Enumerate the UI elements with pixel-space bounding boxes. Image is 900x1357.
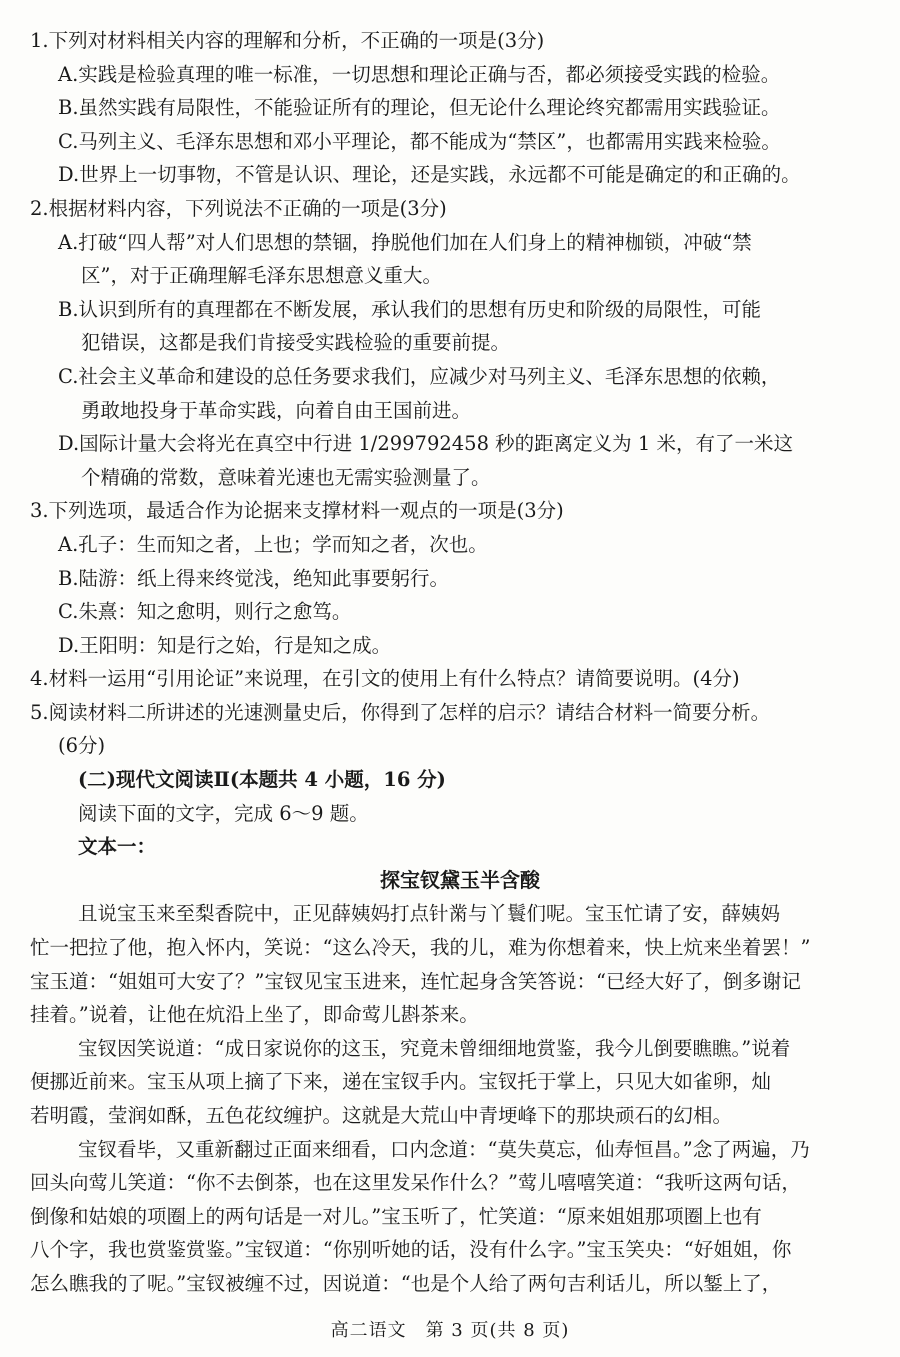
question-1-option-a: A.实践是检验真理的唯一标准，一切思想和理论正确与否，都必须接受实践的检验。 [58, 62, 781, 86]
question-3-option-c: C.朱熹：知之愈明，则行之愈笃。 [58, 600, 352, 624]
page-content [30, 24, 870, 1301]
passage-line: 倒像和姑娘的项圈上的两句话是一对儿。”宝玉听了，忙笑道：“原来姐姐那项圈上也有 [30, 1204, 762, 1228]
passage-line: 回头向莺儿笑道：“你不去倒茶，也在这里发呆作什么？”莺儿嘻嘻笑道：“我听这两句话， [30, 1171, 801, 1195]
question-2-stem: 2.根据材料内容，下列说法不正确的一项是(3分) [30, 196, 447, 220]
passage-line: 忙一把拉了他，抱入怀内，笑说：“这么冷天，我的儿，难为你想着来，快上炕来坐着罢！” [30, 936, 811, 960]
question-2-option-a: A.打破“四人帮”对人们思想的禁锢，挣脱他们加在人们身上的精神枷锁，冲破“禁 [58, 230, 752, 254]
passage-line: 挂着。”说着，让他在炕沿上坐了，即命莺儿斟茶来。 [30, 1003, 479, 1027]
question-3-option-a: A.孔子：生而知之者，上也；学而知之者，次也。 [58, 532, 488, 556]
text-one-label: 文本一： [78, 835, 157, 859]
passage-line: 怎么瞧我的了呢。”宝钗被缠不过，因说道：“也是个人给了两句吉利话儿，所以錾上了， [30, 1271, 782, 1295]
question-1-stem: 1.下列对材料相关内容的理解和分析，不正确的一项是(3分) [30, 29, 545, 52]
question-3-option-b: B.陆游：纸上得来终觉浅，绝知此事要躬行。 [58, 566, 450, 590]
passage-line: 且说宝玉来至梨香院中，正见薛姨妈打点针黹与丫鬟们呢。宝玉忙请了安，薛姨妈 [78, 902, 781, 926]
question-3-stem: 3.下列选项，最适合作为论据来支撑材料一观点的一项是(3分) [30, 499, 564, 523]
question-1-option-b: B.虽然实践有局限性，不能验证所有的理论，但无论什么理论终究都需用实践验证。 [58, 96, 781, 120]
question-4-stem: 4.材料一运用“引用论证”来说理，在引文的使用上有什么特点？请简要说明。(4分) [30, 667, 740, 691]
page-footer: 高二语文 第 3 页(共 8 页) [330, 1320, 570, 1341]
passage-line: 宝钗因笑说道：“成日家说你的这玉，究竟未曾细细地赏鉴，我今儿倒要瞧瞧。”说着 [78, 1036, 791, 1060]
passage-line: 宝玉道：“姐姐可大安了？”宝钗见宝玉进来，连忙起身含笑答说：“已经大好了，倒多谢记 [30, 969, 801, 993]
passage-line: 便挪近前来。宝玉从项上摘了下来，递在宝钗手内。宝钗托于掌上，只见大如雀卵，灿 [30, 1070, 772, 1094]
section-2-heading: (二)现代文阅读Ⅱ(本题共 4 小题，16 分) [78, 768, 446, 792]
question-5-points: (6分) [58, 734, 106, 758]
question-2-option-b-continued: 犯错误，这都是我们肯接受实践检验的重要前提。 [81, 331, 511, 355]
section-2-instruction: 阅读下面的文字，完成 6～9 题。 [78, 801, 369, 825]
passage-line: 八个字，我也赏鉴赏鉴。”宝钗道：“你别听她的话，没有什么字。”宝玉笑央：“好姐姐，你 [30, 1238, 792, 1262]
question-2-option-c-continued: 勇敢地投身于革命实践，向着自由王国前进。 [81, 398, 472, 422]
question-1-option-c: C.马列主义、毛泽东思想和邓小平理论，都不能成为“禁区”，也都需用实践来检验。 [58, 129, 781, 153]
question-2-option-b: B.认识到所有的真理都在不断发展，承认我们的思想有历史和阶级的局限性，可能 [58, 297, 762, 321]
passage-line: 若明霞，莹润如酥，五色花纹缠护。这就是大荒山中青埂峰下的那块顽石的幻相。 [30, 1104, 733, 1127]
passage-paragraph-2 [30, 1032, 870, 1133]
question-3-option-d: D.王阳明：知是行之始，行是知之成。 [58, 633, 392, 657]
question-2-option-d-continued: 个精确的常数，意味着光速也无需实验测量了。 [81, 465, 491, 489]
passage-title: 探宝钗黛玉半含酸 [380, 867, 540, 892]
passage-paragraph-3 [30, 1133, 870, 1301]
passage-line: 宝钗看毕，又重新翻过正面来细看，口内念道：“莫失莫忘，仙寿恒昌。”念了两遍，乃 [78, 1137, 810, 1161]
question-5-stem: 5.阅读材料二所讲述的光速测量史后，你得到了怎样的启示？请结合材料一简要分析。 [30, 700, 771, 724]
passage-paragraph-1 [30, 897, 870, 1031]
question-1-option-d: D.世界上一切事物，不管是认识、理论，还是实践，永远都不可能是确定的和正确的。 [58, 163, 801, 187]
question-2-option-c: C.社会主义革命和建设的总任务要求我们，应减少对马列主义、毛泽东思想的依赖， [58, 364, 781, 388]
question-2-option-a-continued: 区”，对于正确理解毛泽东思想意义重大。 [81, 264, 442, 288]
question-2-option-d: D.国际计量大会将光在真空中行进 1/299792458 秒的距离定义为 1 米，有了一米这 [58, 432, 793, 456]
